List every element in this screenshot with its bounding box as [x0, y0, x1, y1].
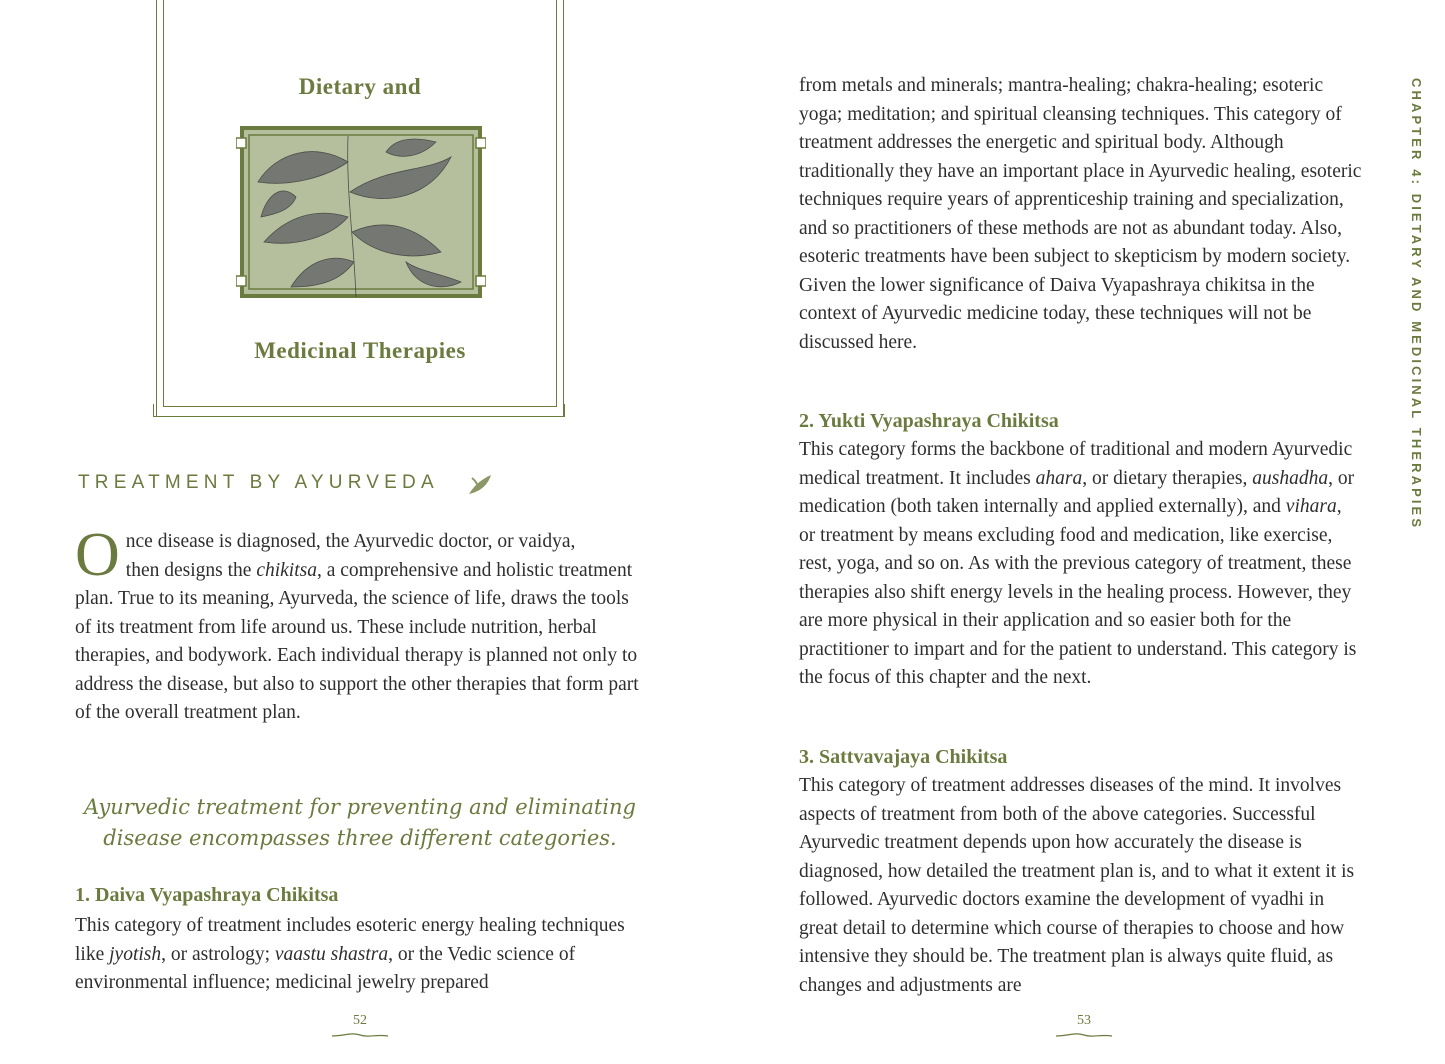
chapter-title-line1: Dietary and: [298, 74, 422, 99]
page-number-left: 52: [353, 1013, 367, 1028]
paragraph-1: This category of treatment includes esoteric energy healing techniques like jyotish, or astrology; vaastu shastra, or the Vedic science of environmental influence; medicinal jewelry prepared: [75, 915, 625, 993]
pull-quote: Ayurvedic treatment for preventing and eliminating disease encompasses three different categories.: [84, 795, 636, 850]
subheading-3: 3. Sattvavajaya Chikitsa: [799, 746, 1008, 768]
chapter-illustration: [236, 122, 486, 302]
chapter-title-line2: Medicinal Therapies: [254, 338, 466, 363]
page-flourish-left: [330, 1030, 390, 1040]
section-heading: TREATMENT BY AYURVEDA: [78, 472, 439, 493]
continued-paragraph: from metals and minerals; mantra-healing; chakra-healing; esoteric yoga; meditation; and spiritual cleansing techniques. This category of treatment addresses the energetic and spiritual body. Although traditionally they have an important place in Ayurvedic healing, esoteric techniques require years of apprenticeship training and specialization, and so practitioners of these methods are not as abundant today. Also, esoteric treatments have been subject to skepticism by modern society. Given the lower significance of Daiva Vyapashraya chikitsa in the context of Ayurvedic medicine today, these techniques will not be discussed here.: [799, 75, 1362, 353]
intro-paragraph: Once disease is diagnosed, the Ayurvedic doctor, or vaidya, then designs the chikitsa, a comprehensive and holistic treatment plan. True to its meaning, Ayurveda, the science of life, draws the tools of its treatment from life around us. These include nutrition, herbal therapies, and bodywork. Each individual therapy is planned not only to address the disease, but also to support the other therapies that form part of the overall treatment plan.: [75, 521, 639, 723]
subheading-1: 1. Daiva Vyapashraya Chikitsa: [75, 884, 339, 906]
paragraph-2: This category forms the backbone of traditional and modern Ayurvedic medical treatment. It includes ahara, or dietary therapies, aushadha, or medication (both taken internally and applied externally), and vihara, or treatment by means excluding food and medication, like exercise, rest, yoga, and so on. As with the previous category of treatment, these therapies also shift energy levels in the healing process. However, they are more physical in their application and so easier both for the practitioner to impart and for the patient to understand. This category is the focus of this chapter and the next.: [799, 439, 1357, 688]
page-number-right: 53: [1077, 1013, 1091, 1028]
drop-cap: O: [75, 521, 120, 589]
subheading-2: 2. Yukti Vyapashraya Chikitsa: [799, 410, 1059, 432]
frame-corner-br: [552, 404, 565, 417]
paragraph-3: This category of treatment addresses diseases of the mind. It involves aspects of treatment from both of the above categories. Successful Ayurvedic treatment depends upon how accurately the disease is diagnosed, how detailed the treatment plan is, and to what it extent it is followed. Ayurvedic doctors examine the development of vyadhi in great detail to determine which course of therapies to choose and how intensive they should be. The treatment plan is always quite fluid, as changes and adjustments are: [799, 775, 1355, 996]
page-flourish-right: [1054, 1030, 1114, 1040]
frame-corner-bl: [153, 404, 166, 417]
running-head: CHAPTER 4: DIETARY AND MEDICINAL THERAPIES: [1409, 78, 1424, 531]
leaf-icon: [466, 472, 494, 498]
